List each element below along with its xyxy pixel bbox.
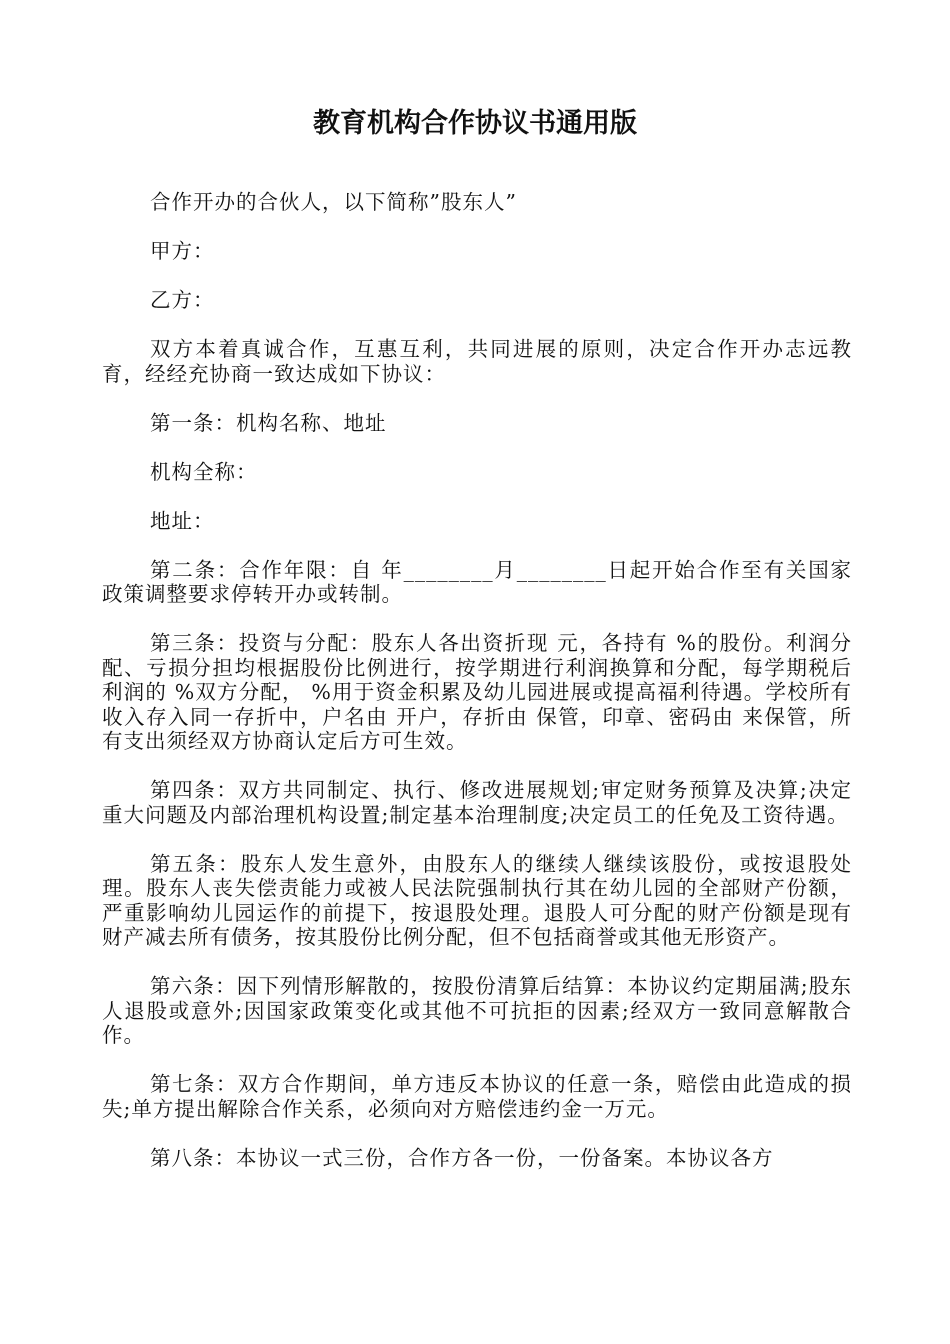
paragraph-address: 地址： xyxy=(150,508,215,533)
paragraph-article-5: 第五条：股东人发生意外，由股东人的继续人继续该股份，或按退股处理。股东人丧失偿责能力或被人民法院强制执行其在幼儿园的全部财产份额，严重影响幼儿园运作的前提下，按退股处理。退股人可分配的财产份额是现有财产减去所有债务，按其股份比例分配，但不包括商誉或其他无形资产。 xyxy=(102,851,852,949)
paragraph-article-7: 第七条：双方合作期间，单方违反本协议的任意一条，赔偿由此造成的损失;单方提出解除合作关系，必须向对方赔偿违约金一万元。 xyxy=(102,1072,852,1121)
paragraph-article-8: 第八条：本协议一式三份，合作方各一份，一份备案。本协议各方 xyxy=(150,1145,774,1170)
paragraph-preamble: 双方本着真诚合作，互惠互利，共同进展的原则，决定合作开办志远教育，经经充协商一致达成如下协议： xyxy=(102,337,852,386)
paragraph-article-1: 第一条：机构名称、地址 xyxy=(150,410,387,435)
paragraph-article-2: 第二条：合作年限：自 年________月________日起开始合作至有关国家政策调整要求停转开办或转制。 xyxy=(102,557,852,606)
document-title: 教育机构合作协议书通用版 xyxy=(313,108,637,139)
paragraph-article-6: 第六条：因下列情形解散的，按股份清算后结算：本协议约定期届满;股东人退股或意外;因国家政策变化或其他不可抗拒的因素;经双方一致同意解散合作。 xyxy=(102,974,852,1047)
paragraph-intro: 合作开办的合伙人，以下简称”股东人” xyxy=(150,190,517,214)
document-body xyxy=(102,190,852,1195)
paragraph-article-4: 第四条：双方共同制定、执行、修改进展规划;审定财务预算及决算;决定重大问题及内部治理机构设置;制定基本治理制度;决定员工的任免及工资待遇。 xyxy=(102,778,852,827)
paragraph-party-a: 甲方： xyxy=(150,239,215,263)
paragraph-party-b: 乙方： xyxy=(150,288,215,312)
paragraph-institution-name: 机构全称： xyxy=(150,459,258,484)
paragraph-article-3: 第三条：投资与分配：股东人各出资折现 元，各持有 %的股份。利润分配、亏损分担均根据股份比例进行，按学期进行利润换算和分配，每学期税后利润的 %双方分配， %用于资金积累及幼儿园进展或提高福利待遇。学校所有收入存入同一存折中，户名由 开户，存折由 保管，印章、密码由 来保管，所有支出须经双方协商认定后方可生效。 xyxy=(102,631,852,753)
